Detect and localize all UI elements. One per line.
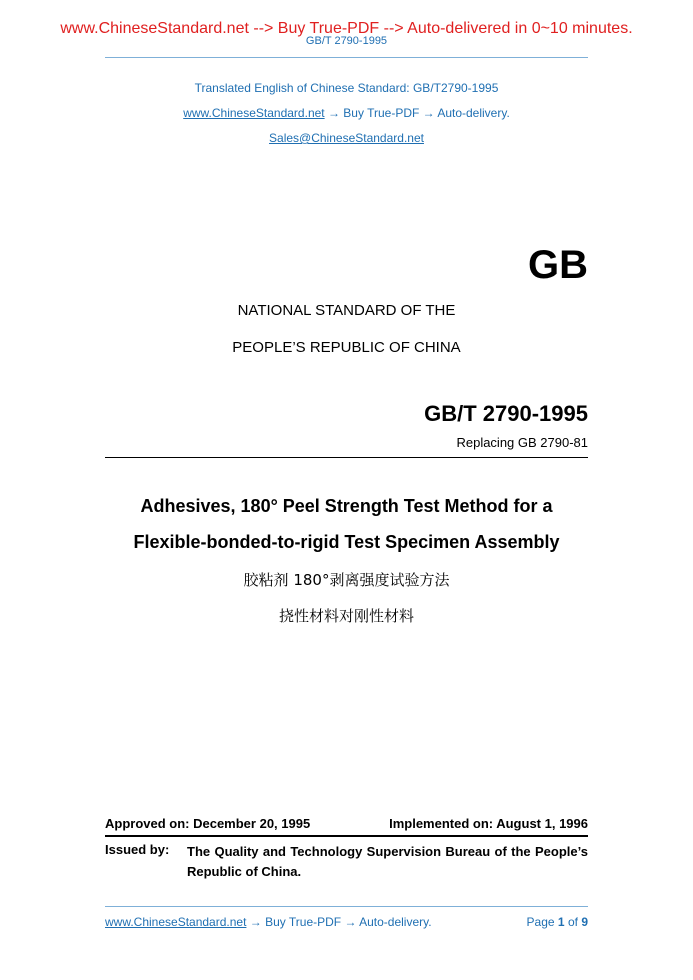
- approved-date: Approved on: December 20, 1995: [105, 816, 311, 831]
- issued-by-body: The Quality and Technology Supervision Bureau of the People’s Republic of China.: [187, 844, 588, 879]
- title-cn-line2: 挠性材料对刚性材料: [278, 607, 414, 625]
- header-divider: [105, 57, 588, 58]
- page-indicator: [527, 915, 588, 929]
- dates-row: [105, 816, 588, 831]
- footer-site-link[interactable]: www.ChineseStandard.net: [105, 915, 247, 929]
- site-suffix: → Buy True-PDF → Auto-delivery.: [324, 106, 510, 120]
- page-total: 9: [581, 915, 588, 929]
- title-en-line1: Adhesives, 180° Peel Strength Test Method for a: [140, 496, 553, 516]
- title-divider: [105, 457, 588, 458]
- gb-mark: GB: [528, 243, 588, 287]
- footer-divider: [105, 906, 588, 907]
- page-current: 1: [557, 915, 565, 929]
- site-link[interactable]: www.ChineseStandard.net: [183, 106, 325, 120]
- page-of: of: [567, 915, 578, 929]
- title-cn-line1: 胶粘剂 180°剥离强度试验方法: [243, 571, 450, 589]
- implemented-date: Implemented on: August 1, 1996: [389, 816, 588, 831]
- translation-site-line: [0, 106, 693, 120]
- replacing-note: Replacing GB 2790-81: [456, 435, 588, 450]
- email-line: [0, 131, 693, 145]
- dates-divider: [105, 835, 588, 837]
- title-en-line2: Flexible-bonded-to-rigid Test Specimen Assembly: [133, 532, 560, 552]
- national-standard-line1: NATIONAL STANDARD OF THE: [237, 302, 456, 319]
- email-link[interactable]: Sales@ChineseStandard.net: [269, 131, 424, 145]
- footer-site-line: [105, 915, 432, 929]
- issued-by-label: Issued by:: [105, 842, 170, 857]
- promo-banner[interactable]: www.ChineseStandard.net --> Buy True-PDF --> Auto-delivered in 0~10 minutes.: [60, 20, 633, 37]
- translation-note: Translated English of Chinese Standard: GB/T2790-1995: [194, 81, 499, 95]
- national-standard-line2: PEOPLE’S REPUBLIC OF CHINA: [232, 339, 461, 356]
- page-label: Page: [526, 915, 555, 929]
- running-header-code: GB/T 2790-1995: [305, 35, 388, 47]
- standard-number: GB/T 2790-1995: [424, 401, 588, 426]
- footer-site-suffix: → Buy True-PDF → Auto-delivery.: [246, 915, 432, 929]
